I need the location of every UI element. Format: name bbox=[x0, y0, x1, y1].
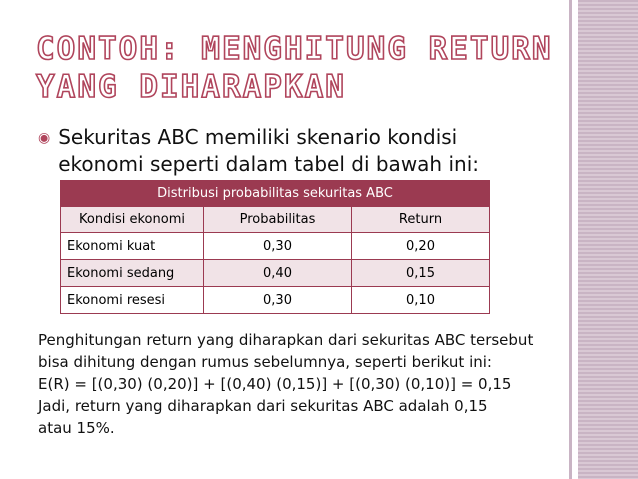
table-row bbox=[61, 260, 490, 287]
paragraph-line: Jadi, return yang diharapkan dari sekuritas ABC adalah 0,15 bbox=[38, 397, 488, 415]
explanation-paragraph bbox=[38, 329, 578, 439]
table-row bbox=[61, 233, 490, 260]
table-row bbox=[61, 287, 490, 314]
bullet-text bbox=[58, 124, 479, 178]
table-cell: 0,20 bbox=[352, 233, 490, 260]
paragraph-line: atau 15%. bbox=[38, 419, 115, 437]
table-cell: Ekonomi sedang bbox=[61, 260, 204, 287]
table-cell: 0,40 bbox=[204, 260, 352, 287]
formula-line: E(R) = [(0,30) (0,20)] + [(0,40) (0,15)] + [(0,30) (0,10)] = 0,15 bbox=[38, 375, 512, 393]
column-header-return: Return bbox=[352, 207, 490, 233]
column-header-kondisi: Kondisi ekonomi bbox=[61, 207, 204, 233]
table-cell: 0,10 bbox=[352, 287, 490, 314]
column-header-probabilitas: Probabilitas bbox=[204, 207, 352, 233]
table-cell: 0,30 bbox=[204, 287, 352, 314]
table-cell: 0,30 bbox=[204, 233, 352, 260]
paragraph-line: bisa dihitung dengan rumus sebelumnya, seperti berikut ini: bbox=[38, 353, 492, 371]
slide-title bbox=[36, 30, 556, 106]
slide-title-line-2: YANG DIHARAPKAN bbox=[36, 69, 346, 105]
slide-title-line-1: CONTOH: MENGHITUNG RETURN bbox=[36, 31, 553, 67]
paragraph-line: Penghitungan return yang diharapkan dari sekuritas ABC tersebut bbox=[38, 331, 534, 349]
probability-table bbox=[60, 180, 490, 314]
bullet-item bbox=[38, 124, 558, 178]
table-cell: 0,15 bbox=[352, 260, 490, 287]
table-cell: Ekonomi resesi bbox=[61, 287, 204, 314]
table-caption: Distribusi probabilitas sekuritas ABC bbox=[61, 181, 490, 207]
decorative-side-bar bbox=[578, 0, 638, 479]
bullet-icon: ◉ bbox=[38, 130, 51, 146]
bullet-text-line-1: Sekuritas ABC memiliki skenario kondisi bbox=[58, 125, 458, 149]
bullet-text-line-2: ekonomi seperti dalam tabel di bawah ini: bbox=[58, 152, 479, 176]
table-cell: Ekonomi kuat bbox=[61, 233, 204, 260]
